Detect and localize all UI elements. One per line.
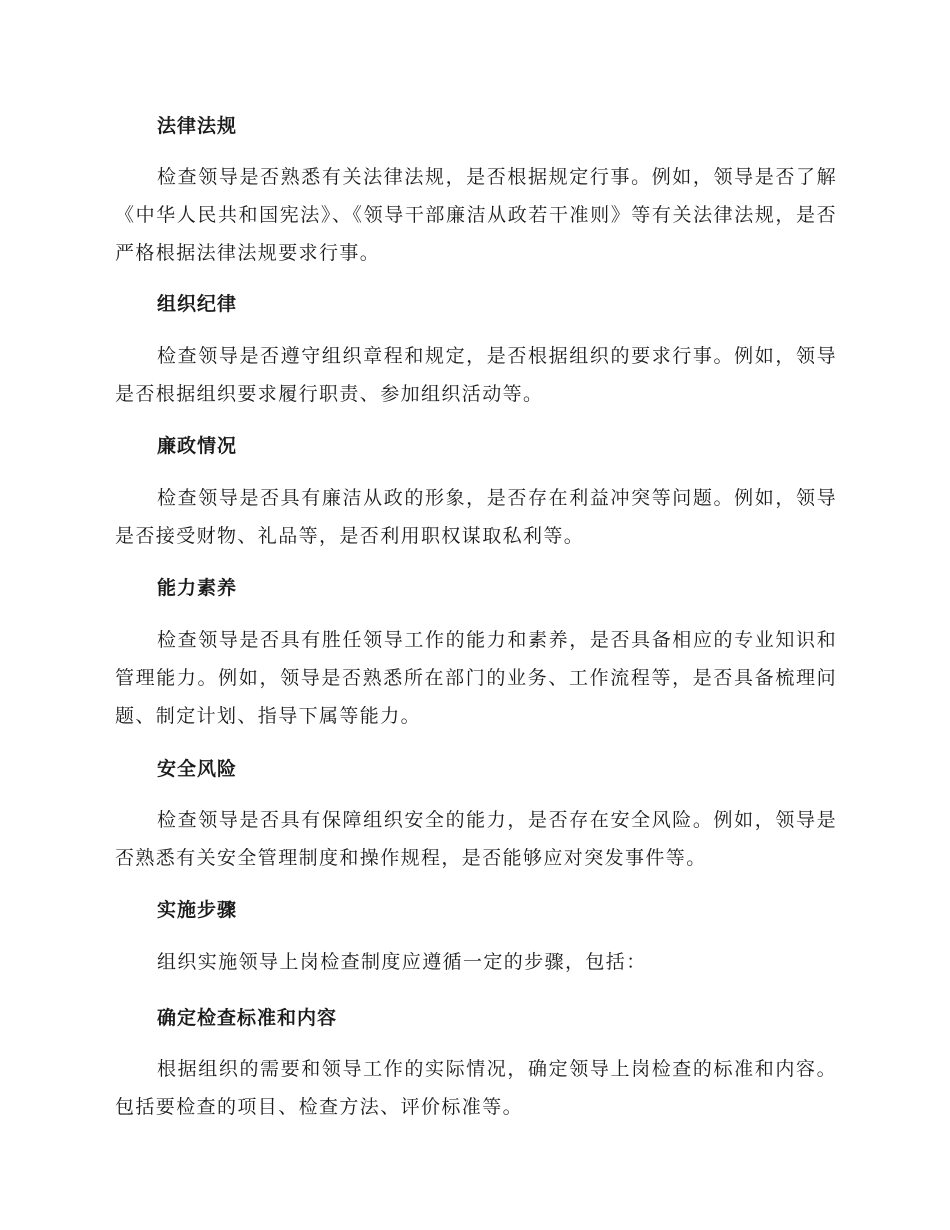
section-heading-safety: 安全风险 — [157, 758, 238, 780]
section-body-safety: 检查领导是否具有保障组织安全的能力，是否存在安全风险。例如，领导是否熟悉有关安全管理制度和操作规程，是否能够应对突发事件等。 — [115, 809, 837, 869]
section-body-steps: 组织实施领导上岗检查制度应遵循一定的步骤，包括： — [157, 951, 647, 973]
section-body-laws: 检查领导是否熟悉有关法律法规，是否根据规定行事。例如，领导是否了解《中华人民共和国宪法》、《领导干部廉洁从政若干准则》等有关法律法规，是否严格根据法律法规要求行事。 — [115, 166, 837, 264]
section-heading-standards: 确定检查标准和内容 — [157, 1007, 338, 1029]
section-heading-steps: 实施步骤 — [157, 899, 238, 921]
section-heading-laws: 法律法规 — [157, 115, 238, 137]
section-heading-integrity: 廉政情况 — [157, 435, 238, 457]
section-body-integrity: 检查领导是否具有廉洁从政的形象，是否存在利益冲突等问题。例如，领导是否接受财物、礼品等，是否利用职权谋取私利等。 — [115, 487, 837, 547]
section-heading-competence: 能力素养 — [157, 577, 238, 599]
section-heading-discipline: 组织纪律 — [157, 293, 238, 315]
section-body-discipline: 检查领导是否遵守组织章程和规定，是否根据组织的要求行事。例如，领导是否根据组织要求履行职责、参加组织活动等。 — [115, 345, 837, 405]
section-body-standards: 根据组织的需要和领导工作的实际情况，确定领导上岗检查的标准和内容。包括要检查的项目、检查方法、评价标准等。 — [115, 1058, 837, 1118]
section-body-competence: 检查领导是否具有胜任领导工作的能力和素养，是否具备相应的专业知识和管理能力。例如，领导是否熟悉所在部门的业务、工作流程等，是否具备梳理问题、制定计划、指导下属等能力。 — [115, 629, 837, 727]
